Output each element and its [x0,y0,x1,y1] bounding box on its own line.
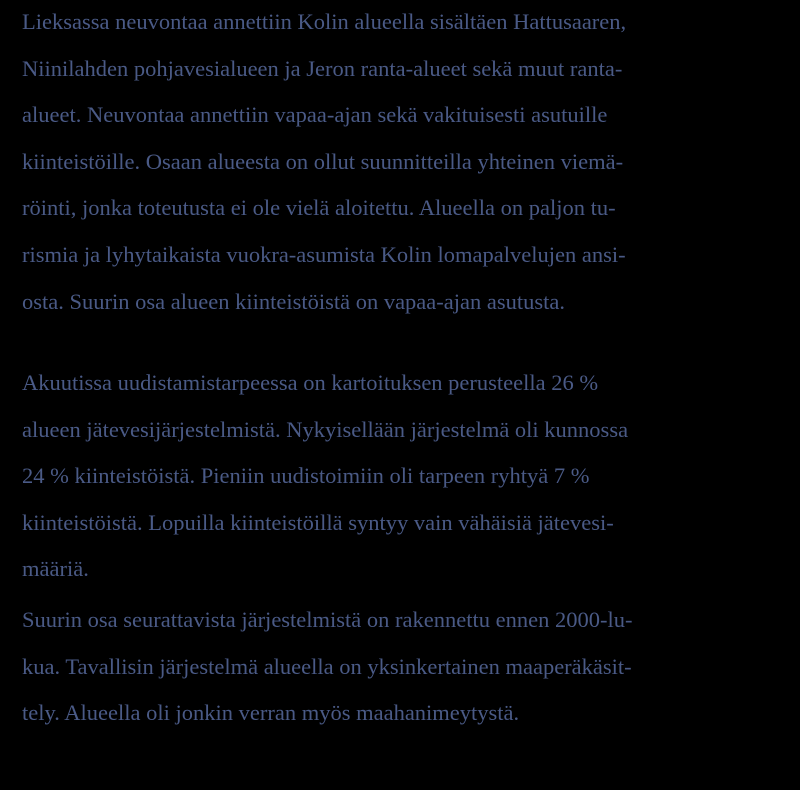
paragraph-renovation-needs [22,360,628,593]
text-line: Niinilahden pohjavesialueen ja Jeron ranta-alueet sekä muut ranta- [22,55,623,81]
paragraph-lieksa-advisory [22,0,626,325]
text-line: kua. Tavallisin järjestelmä alueella on yksinkertainen maaperäkäsit- [22,653,632,679]
text-line: alueet. Neuvontaa annettiin vapaa-ajan sekä vakituisesti asutuille [22,102,608,128]
text-line: alueen jätevesijärjestelmistä. Nykyisellään järjestelmä oli kunnossa [22,416,629,442]
text-line: rismia ja lyhytaikaista vuokra-asumista Kolin lomapalvelujen ansi- [22,241,626,267]
text-line: 24 % kiinteistöistä. Pieniin uudistoimiin oli tarpeen ryhtyä 7 % [22,463,590,489]
paragraph-system-types [22,597,632,737]
text-line: Lieksassa neuvontaa annettiin Kolin alueella sisältäen Hattusaaren, [22,9,627,34]
text-line: osta. Suurin osa alueen kiinteistöistä on vapaa-ajan asutusta. [22,288,565,314]
text-line: kiinteistöille. Osaan alueesta on ollut suunnitteilla yhteinen viemä- [22,148,624,174]
text-line: Suurin osa seurattavista järjestelmistä on rakennettu ennen 2000-lu- [22,607,633,632]
text-line: määriä. [22,556,89,582]
text-line: Akuutissa uudistamistarpeessa on kartoituksen perusteella 26 % [22,370,599,395]
text-line: tely. Alueella oli jonkin verran myös maahanimeytystä. [22,700,520,726]
text-line: kiinteistöistä. Lopuilla kiinteistöillä syntyy vain vähäisiä jätevesi- [22,509,614,535]
text-line: röinti, jonka toteutusta ei ole vielä aloitettu. Alueella on paljon tu- [22,195,616,221]
